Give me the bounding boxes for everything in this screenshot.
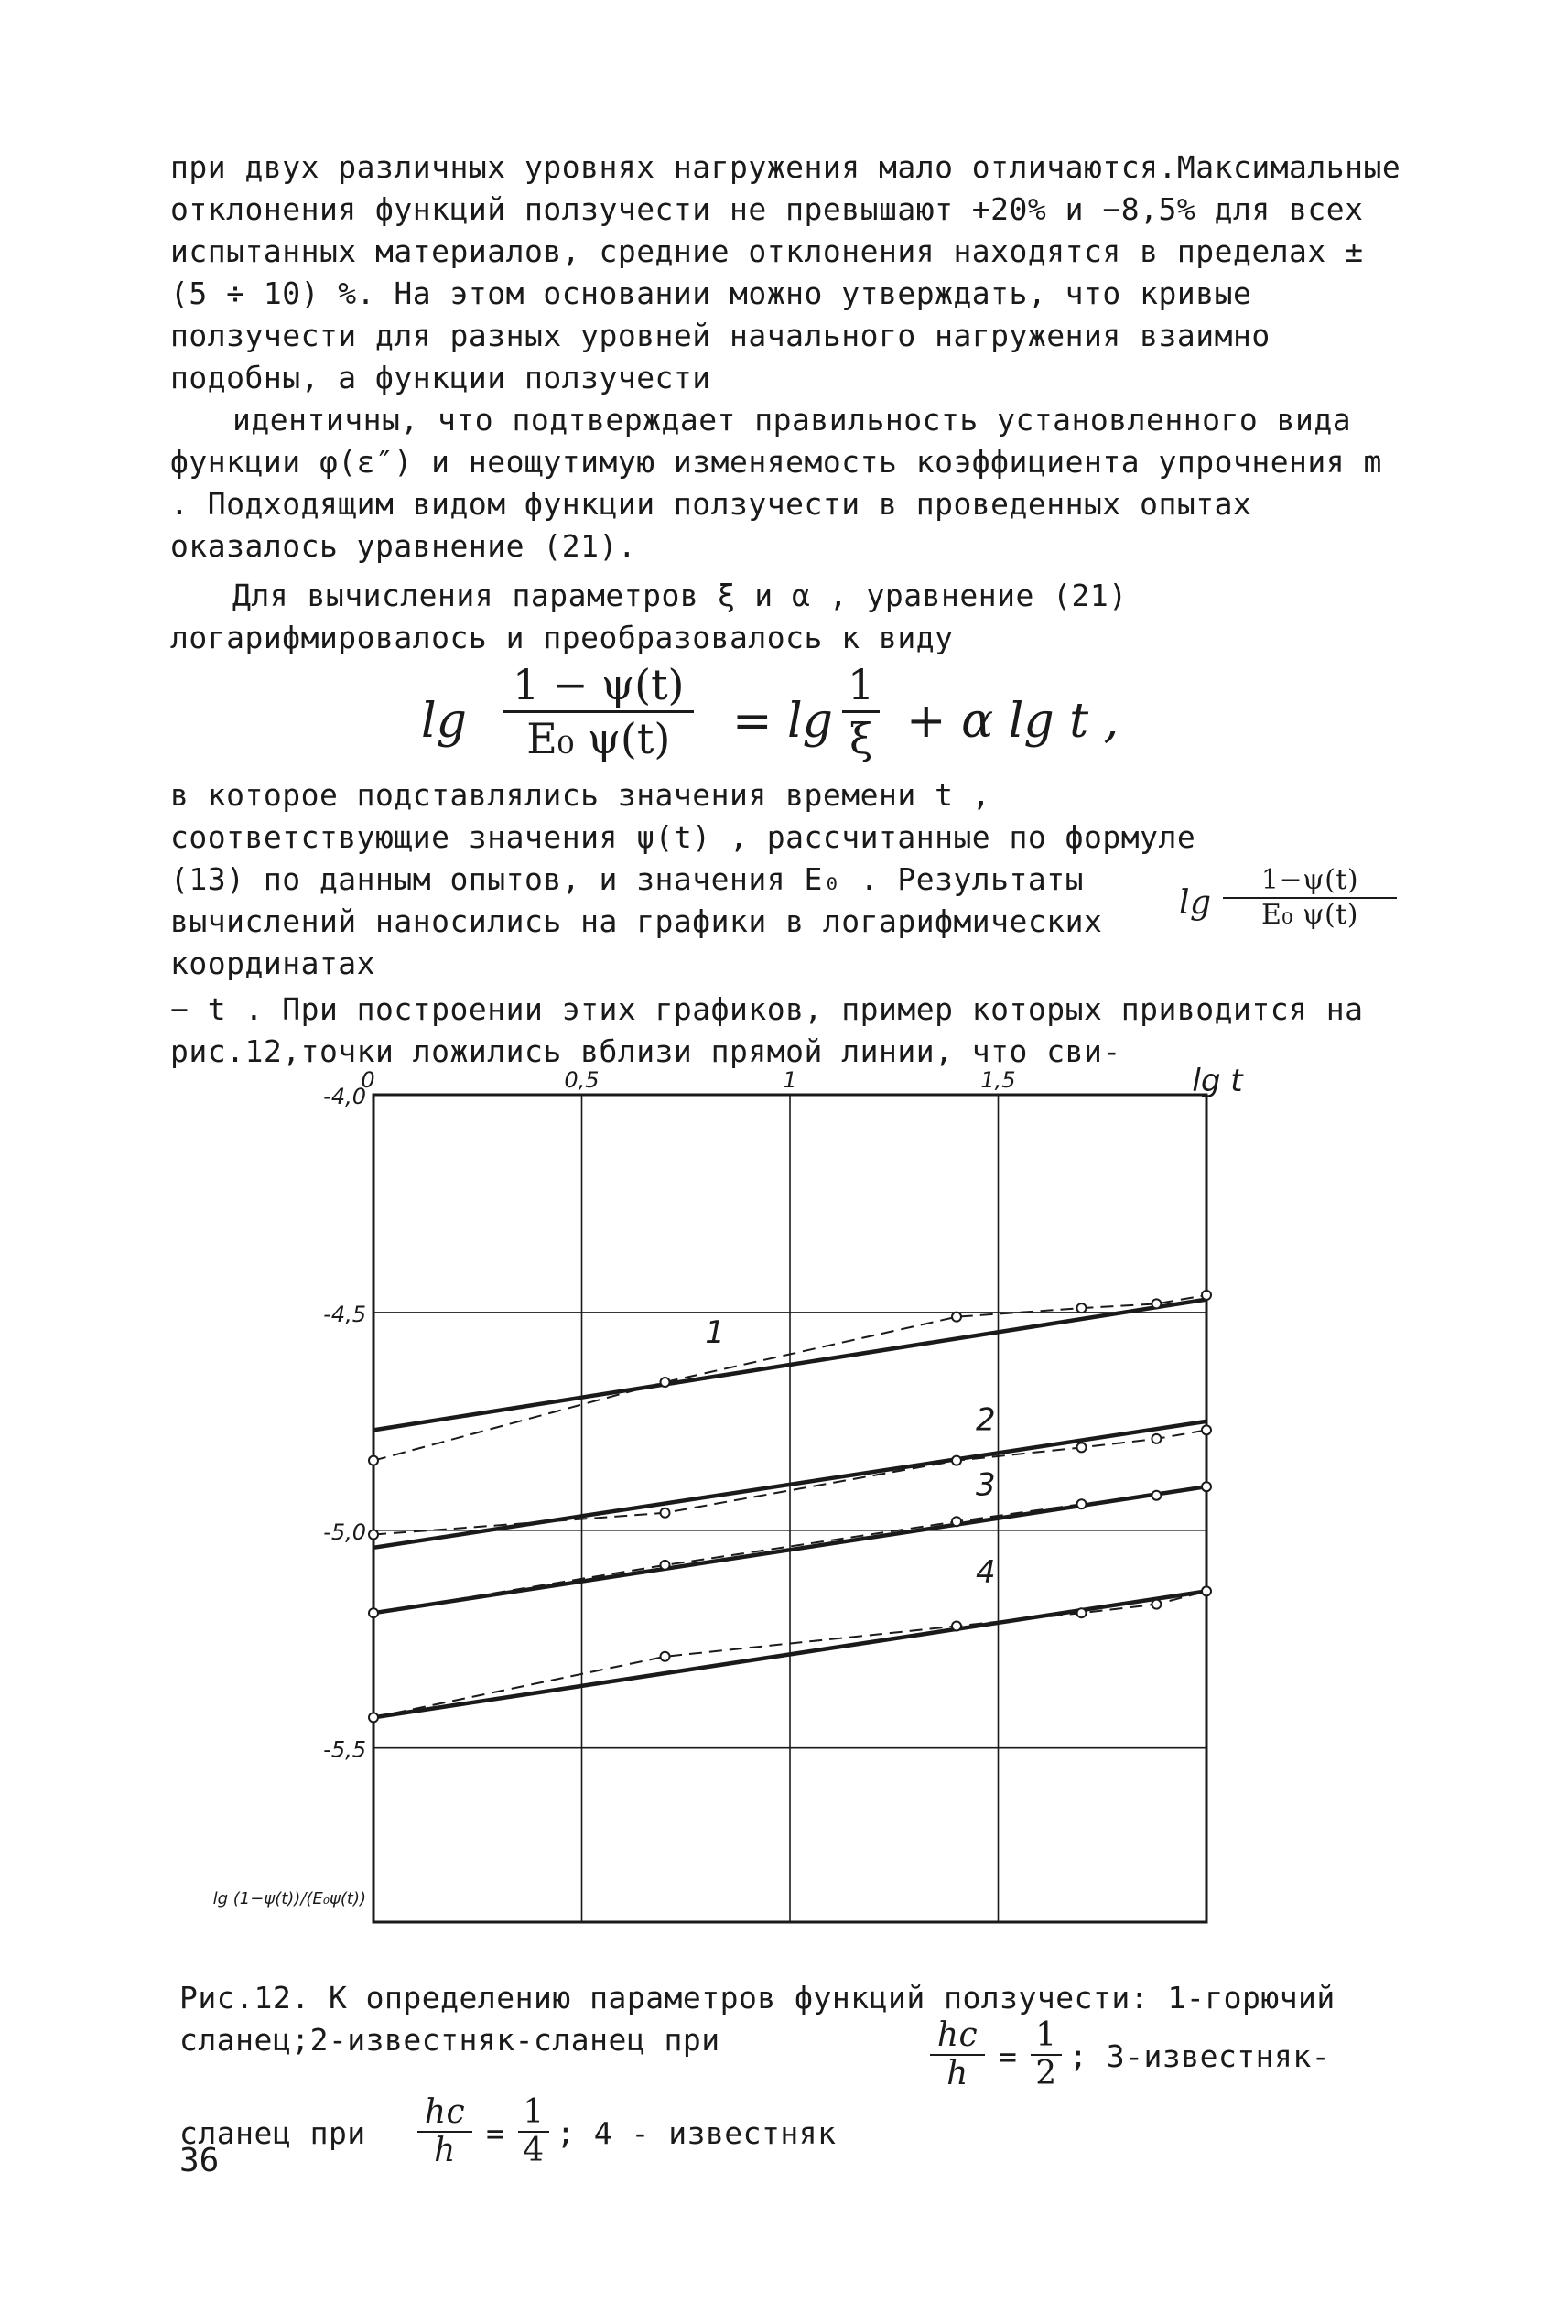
x-tick-label: 0,5 <box>564 1067 600 1093</box>
caption-val-2 <box>518 2094 549 2169</box>
formula-numerator: 1 − ψ(t) <box>503 659 694 713</box>
figure-caption <box>179 1977 1443 2169</box>
series-3-point-5 <box>1202 1482 1211 1491</box>
series-2-point-5 <box>1202 1425 1211 1434</box>
series-1-label: 1 <box>705 1314 725 1352</box>
formula-lg: lg <box>421 694 467 749</box>
series-4-point-1 <box>661 1652 670 1661</box>
caption-eq-1: = <box>999 2038 1018 2074</box>
figure-12-chart <box>212 1062 1263 1959</box>
paragraph-5-text: − t . При построении этих графиков, пример которых приводится на рис.12,точки ложились вблизи прямой линии, что сви- <box>170 991 1364 1069</box>
formula-rhs-fraction <box>842 659 880 764</box>
y-axis-label: lg (1−ψ(t))/(E₀ψ(t)) <box>212 1889 366 1908</box>
x-tick-label: 1,5 <box>980 1067 1016 1093</box>
caption-val-1-den: 2 <box>1035 2055 1057 2092</box>
caption-frac-1 <box>930 2017 985 2092</box>
caption-frac-2-den: h <box>434 2132 456 2169</box>
paragraph-4-text: в которое подставлялись значения времени t , соответствующие значения ψ(t) , рассчитанные по формуле (13) по данным опытов, и значения E₀ . Результаты вычислений наносились на графики в логарифмических координатах <box>170 777 1196 981</box>
inline-log-fraction <box>1179 864 1397 932</box>
caption-line-2-end: ; 4 - известняк <box>557 2115 837 2151</box>
formula-rhs-numerator: 1 <box>842 659 880 713</box>
series-1-point-1 <box>661 1378 670 1387</box>
caption-frac-1-den: h <box>946 2055 968 2092</box>
caption-line-1: Рис.12. К определению параметров функций ползучести: 1-горючий сланец;2-известняк-сланец при <box>179 1980 1336 2058</box>
paragraph-1-text: при двух различных уровнях нагружения мало отличаются.Максимальные отклонения функций ползучести не превышают +20% и −8,5% для всех испытанных материалов, средние отклонения находятся в пределах ± (5 ÷ 10) %. На этом основании можно утверждать, что кривые ползучести для разных уровней начального нагружения взаимно подобны, а функции ползучести <box>170 149 1401 395</box>
series-4-point-2 <box>952 1621 961 1630</box>
formula-denominator: E₀ ψ(t) <box>526 714 671 763</box>
inline-frac-denominator: E₀ ψ(t) <box>1261 899 1358 931</box>
caption-frac-1-num: hс <box>930 2017 985 2056</box>
paragraph-2-text: идентичны, что подтверждает правильность установленного вида функции φ(ε″) и неощутимую изменяемость коэффициента упрочнения m . Подходящим видом функции ползучести в проведенных опытах оказалось уравнение (21). <box>170 402 1382 564</box>
caption-val-1-num: 1 <box>1031 2017 1062 2056</box>
series-4-point-3 <box>1077 1608 1087 1617</box>
paragraph-4 <box>170 774 1415 1073</box>
caption-val-1 <box>1031 2017 1062 2092</box>
caption-eq-2: = <box>486 2115 505 2151</box>
x-axis-label: lg t <box>1192 1063 1243 1099</box>
caption-frac-2-num: hс <box>417 2094 472 2133</box>
series-2-point-4 <box>1152 1434 1161 1443</box>
series-2-label: 2 <box>976 1401 996 1439</box>
series-3-point-3 <box>1077 1499 1087 1508</box>
y-tick-label: -5,5 <box>323 1736 366 1763</box>
caption-line-2-start: сланец при <box>179 2115 366 2151</box>
series-3-point-4 <box>1152 1491 1161 1500</box>
y-tick-label: -4,0 <box>323 1084 366 1109</box>
series-2-point-2 <box>952 1456 961 1465</box>
series-1-point-2 <box>952 1313 961 1322</box>
formula-fraction <box>503 659 694 764</box>
series-1-point-0 <box>369 1456 378 1465</box>
paragraph-3-text: Для вычисления параметров ξ и α , уравнение (21) логарифмировалось и преобразовалось к виду <box>170 578 1128 655</box>
formula-equals: = <box>732 694 773 749</box>
series-4-label: 4 <box>976 1553 996 1591</box>
caption-val-2-num: 1 <box>518 2094 549 2133</box>
caption-line-1-end: ; 3-известняк- <box>1069 2038 1331 2074</box>
paragraph-1 <box>170 146 1415 659</box>
series-1-point-4 <box>1152 1299 1161 1308</box>
formula-rhs-lg: lg <box>787 694 833 749</box>
series-2-point-1 <box>661 1508 670 1518</box>
formula-rhs-denominator: ξ <box>849 714 873 763</box>
formula-rhs-rest: + α lg t , <box>906 694 1119 749</box>
inline-lg: lg <box>1179 884 1212 922</box>
series-1-point-5 <box>1202 1291 1211 1300</box>
inline-frac-numerator: 1−ψ(t) <box>1223 864 1397 899</box>
series-2-point-0 <box>369 1530 378 1540</box>
series-3-point-1 <box>661 1561 670 1570</box>
x-tick-label: 0 <box>361 1067 375 1093</box>
series-3-label: 3 <box>976 1466 996 1504</box>
series-3-point-2 <box>952 1517 961 1526</box>
series-4-point-4 <box>1152 1600 1161 1609</box>
caption-frac-2 <box>417 2094 472 2169</box>
series-4-point-5 <box>1202 1586 1211 1595</box>
y-tick-label: -4,5 <box>323 1301 366 1327</box>
y-tick-label: -5,0 <box>323 1519 366 1545</box>
caption-val-2-den: 4 <box>523 2132 545 2169</box>
series-1-point-3 <box>1077 1303 1087 1313</box>
x-tick-label: 1 <box>783 1067 797 1093</box>
series-3-point-0 <box>369 1608 378 1617</box>
log-formula <box>384 659 1208 787</box>
series-2-point-3 <box>1077 1443 1087 1452</box>
chart-svg <box>212 1062 1263 1959</box>
page-number: 36 <box>179 2142 220 2179</box>
series-4-point-0 <box>369 1713 378 1722</box>
